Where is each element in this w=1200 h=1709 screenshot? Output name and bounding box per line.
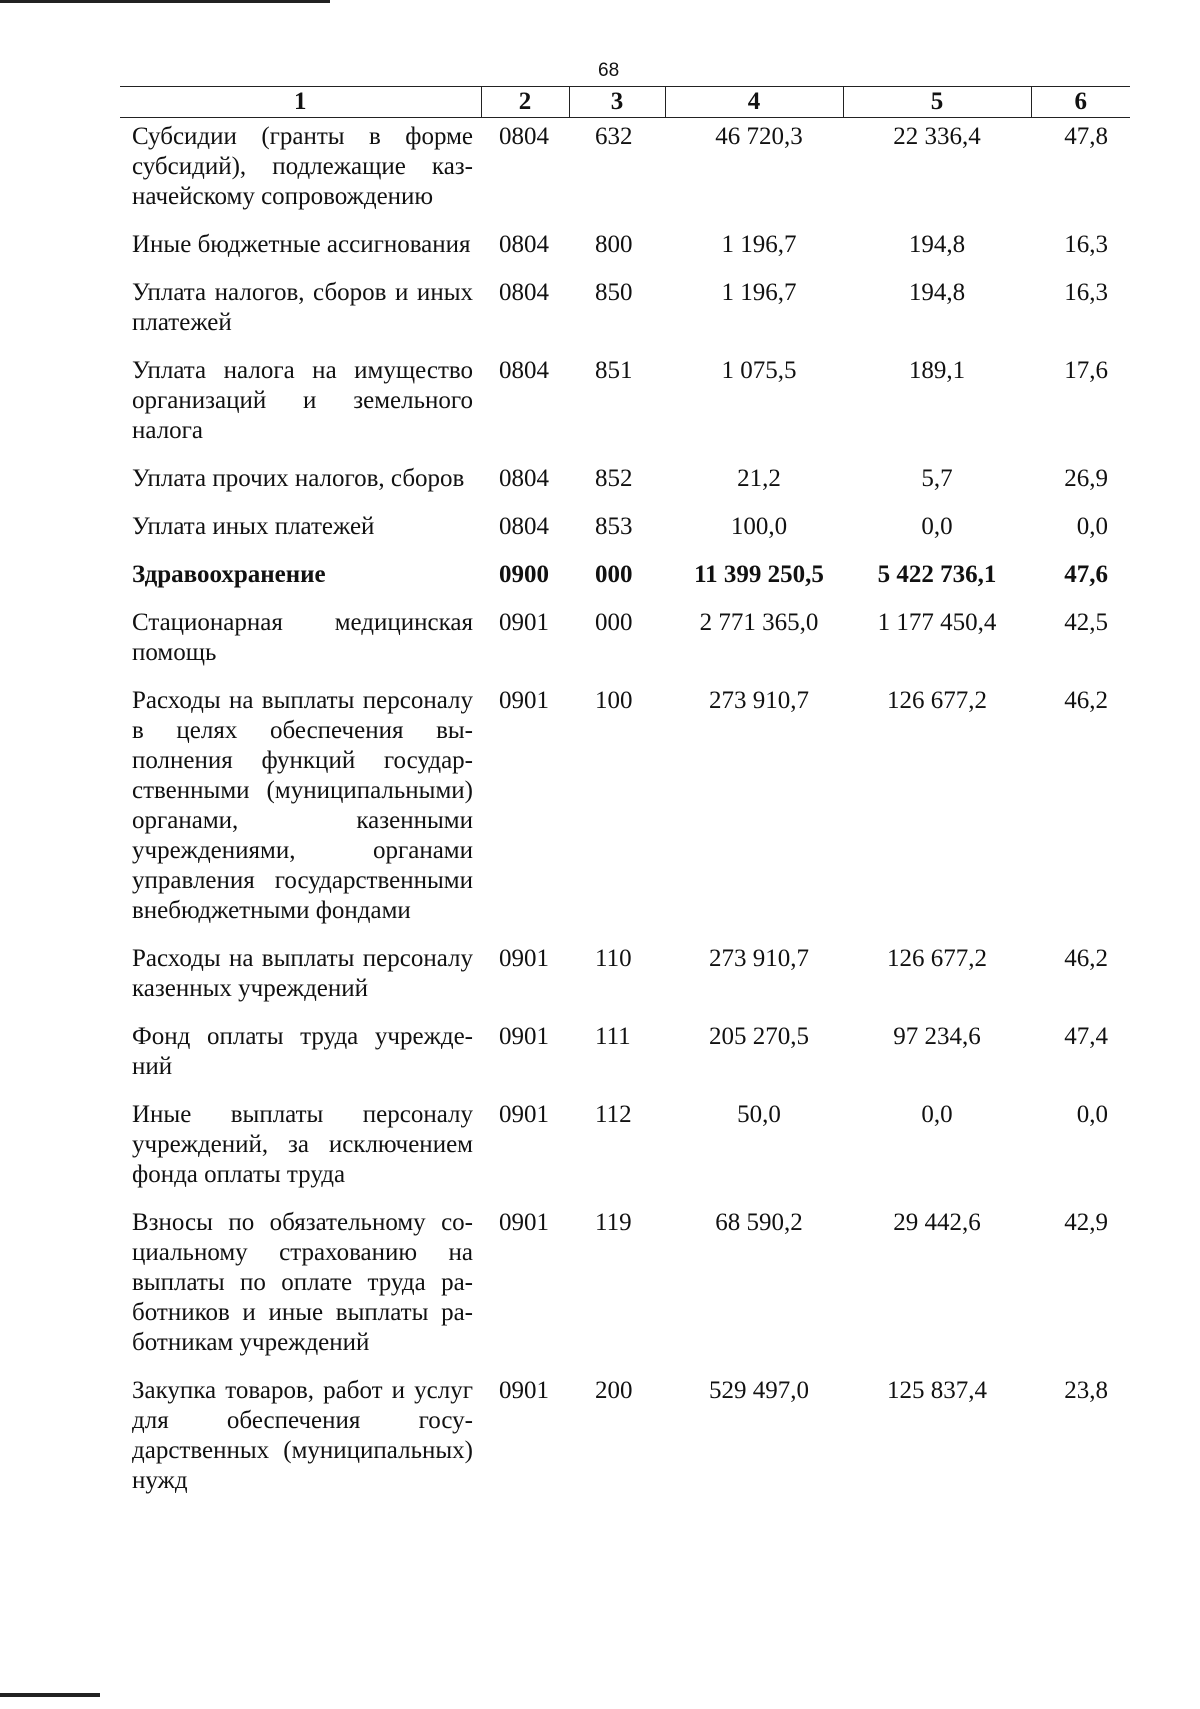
header-col-3: 3 [569, 87, 665, 118]
cell-section: 0901 [499, 1101, 549, 1128]
cell-fact: 22 336,4 [893, 123, 981, 150]
cell-plan: 2 771 365,0 [699, 609, 819, 636]
cell-plan: 11 399 250,5 [694, 561, 824, 588]
table-row [120, 1018, 1130, 1096]
cell-section: 0901 [499, 1023, 549, 1050]
cell-name: Субсидии (гранты в форме субсидий), подлежащие казначейскому сопровождению [132, 123, 473, 210]
cell-fact: 5 422 736,1 [877, 561, 997, 588]
cell-name: Стационарная медицинская помощь [132, 609, 473, 666]
cell-plan: 21,2 [737, 465, 781, 492]
table-row [120, 1372, 1130, 1510]
cell-section: 0901 [499, 1209, 549, 1236]
cell-percent: 42,9 [1064, 1209, 1108, 1236]
table-row [120, 556, 1130, 604]
cell-percent: 42,5 [1064, 609, 1108, 636]
cell-plan: 1 196,7 [721, 279, 797, 306]
cell-kind: 119 [595, 1209, 632, 1236]
cell-name: Расходы на выплаты персоналу в целях обеспечения выполнения функций государственными (муниципальными) органами, казенными учреждениями, органами управления государственными внебюджетными фондами [132, 687, 473, 924]
cell-percent: 47,6 [1064, 561, 1108, 588]
cell-kind: 632 [595, 123, 633, 150]
cell-section: 0901 [499, 1377, 549, 1404]
cell-section: 0900 [499, 561, 549, 588]
table-row [120, 1204, 1130, 1372]
cell-fact: 29 442,6 [893, 1209, 981, 1236]
cell-fact: 125 837,4 [887, 1377, 987, 1404]
cell-kind: 200 [595, 1377, 633, 1404]
cell-plan: 205 270,5 [709, 1023, 809, 1050]
cell-section: 0901 [499, 609, 549, 636]
cell-percent: 0,0 [1076, 513, 1108, 540]
cell-plan: 68 590,2 [715, 1209, 803, 1236]
cell-plan: 529 497,0 [709, 1377, 809, 1404]
cell-kind: 110 [595, 945, 632, 972]
cell-section: 0901 [499, 687, 549, 714]
scan-edge-artifact [0, 1693, 100, 1697]
table-row [120, 460, 1130, 508]
header-col-2: 2 [481, 87, 569, 118]
cell-fact: 5,7 [921, 465, 953, 492]
table-row [120, 226, 1130, 274]
cell-percent: 0,0 [1076, 1101, 1108, 1128]
cell-section: 0804 [499, 465, 549, 492]
cell-kind: 100 [595, 687, 633, 714]
cell-kind: 112 [595, 1101, 632, 1128]
cell-plan: 1 075,5 [721, 357, 797, 384]
cell-fact: 0,0 [921, 1101, 953, 1128]
cell-name: Фонд оплаты труда учреждений [132, 1023, 473, 1080]
header-col-4: 4 [665, 87, 843, 118]
cell-name: Уплата прочих налогов, сборов [132, 465, 465, 492]
table-row [120, 1096, 1130, 1204]
cell-section: 0804 [499, 279, 549, 306]
cell-plan: 46 720,3 [715, 123, 803, 150]
cell-percent: 16,3 [1064, 231, 1108, 258]
cell-kind: 853 [595, 513, 633, 540]
cell-name: Уплата налогов, сборов и иных платежей [132, 279, 473, 336]
cell-fact: 194,8 [908, 279, 966, 306]
table-row [120, 940, 1130, 1018]
cell-plan: 273 910,7 [709, 945, 809, 972]
cell-percent: 17,6 [1064, 357, 1108, 384]
cell-kind: 850 [595, 279, 633, 306]
cell-section: 0804 [499, 231, 549, 258]
cell-percent: 46,2 [1064, 945, 1108, 972]
cell-fact: 126 677,2 [887, 687, 987, 714]
cell-section: 0901 [499, 945, 549, 972]
header-col-6: 6 [1031, 87, 1130, 118]
cell-name: Уплата иных платежей [132, 513, 375, 540]
cell-section: 0804 [499, 123, 549, 150]
cell-kind: 800 [595, 231, 633, 258]
cell-fact: 189,1 [908, 357, 966, 384]
cell-percent: 47,8 [1064, 123, 1108, 150]
cell-plan: 100,0 [730, 513, 788, 540]
cell-name: Расходы на выплаты персоналу казенных учреждений [132, 945, 473, 1002]
cell-name: Иные бюджетные ассигнования [132, 231, 471, 258]
cell-name: Уплата налога на имущество организаций и земельного налога [132, 357, 473, 444]
cell-name: Иные выплаты персоналу учреждений, за исключением фонда оплаты труда [132, 1101, 473, 1188]
scan-edge-artifact [0, 0, 330, 3]
header-col-5: 5 [843, 87, 1031, 118]
table-row [120, 118, 1130, 227]
cell-section: 0804 [499, 357, 549, 384]
header-col-1: 1 [120, 87, 481, 118]
cell-name: Закупка товаров, работ и услуг для обеспечения государственных (муниципальных) нужд [132, 1377, 473, 1494]
table-row [120, 274, 1130, 352]
cell-kind: 852 [595, 465, 633, 492]
cell-fact: 97 234,6 [893, 1023, 981, 1050]
table-row [120, 508, 1130, 556]
table-body [120, 118, 1130, 1511]
cell-plan: 1 196,7 [721, 231, 797, 258]
cell-percent: 16,3 [1064, 279, 1108, 306]
cell-kind: 111 [595, 1023, 631, 1050]
cell-percent: 46,2 [1064, 687, 1108, 714]
cell-kind: 851 [595, 357, 633, 384]
table-header [120, 87, 1130, 118]
cell-percent: 23,8 [1064, 1377, 1108, 1404]
cell-kind: 000 [595, 561, 633, 588]
cell-fact: 0,0 [921, 513, 953, 540]
page-number: 68 [598, 60, 620, 81]
cell-name: Взносы по обязательному социальному страхованию на выплаты по оплате труда работников и иные выплаты работникам учреждений [132, 1209, 473, 1356]
header-row [120, 87, 1130, 118]
cell-name: Здравоохранение [132, 561, 326, 588]
table-row [120, 682, 1130, 940]
cell-fact: 126 677,2 [887, 945, 987, 972]
cell-fact: 194,8 [908, 231, 966, 258]
cell-section: 0804 [499, 513, 549, 540]
cell-fact: 1 177 450,4 [877, 609, 997, 636]
budget-table [120, 86, 1130, 1510]
cell-percent: 47,4 [1064, 1023, 1108, 1050]
cell-kind: 000 [595, 609, 633, 636]
cell-percent: 26,9 [1064, 465, 1108, 492]
table-row [120, 604, 1130, 682]
cell-plan: 50,0 [737, 1101, 781, 1128]
cell-plan: 273 910,7 [709, 687, 809, 714]
table-row [120, 352, 1130, 460]
